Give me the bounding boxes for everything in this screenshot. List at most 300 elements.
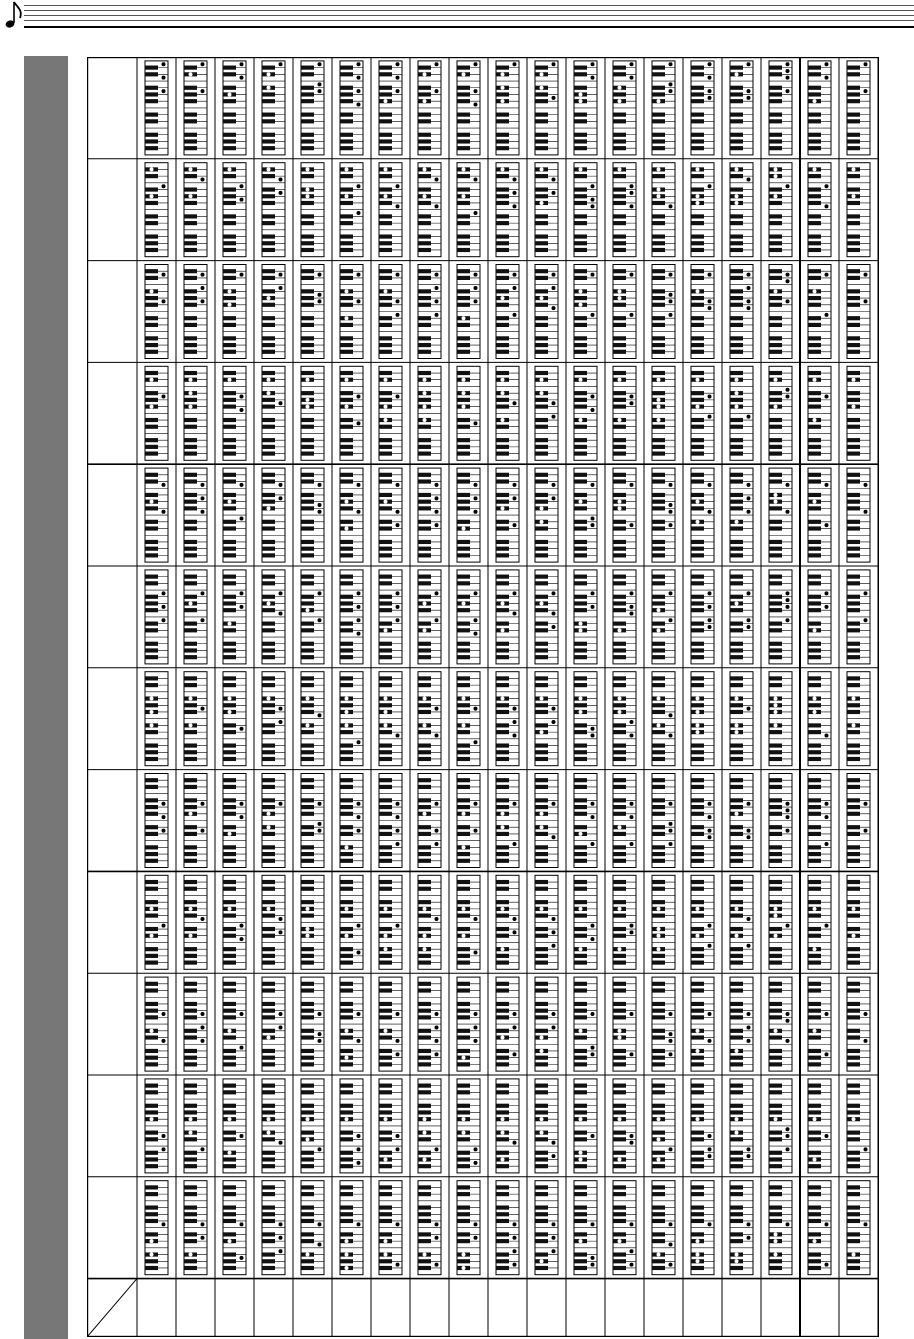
black-key [847,66,860,70]
chord-note-dot [540,378,544,382]
chord-note-dot [630,76,634,80]
chord-note-dot [240,62,244,66]
black-key [652,445,665,449]
chord-keyboard-diagram [613,468,636,562]
black-key [145,947,158,951]
black-key [730,683,743,687]
black-key [808,642,821,646]
chord-note-dot [162,76,166,80]
black-key [847,174,860,178]
chord-note-dot [384,710,388,714]
black-key [769,954,782,958]
black-key [652,500,665,504]
chord-note-dot [318,713,322,717]
black-key [301,601,314,605]
black-key [613,887,626,891]
black-key [769,730,782,734]
black-key [301,248,314,252]
black-key [145,336,158,340]
chord-keyboard-diagram [379,61,402,155]
chord-note-dot [435,177,439,181]
black-key [730,500,743,504]
chord-note-dot [513,523,517,527]
black-key [379,845,392,849]
chord-keyboard-diagram [535,672,558,766]
chord-note-dot [435,917,439,921]
black-key [808,391,821,395]
chord-note-dot [735,907,739,911]
black-key [145,296,158,300]
chord-note-dot [747,917,751,921]
black-key [340,391,353,395]
black-key [418,832,431,836]
chord-note-dot [579,303,583,307]
black-key [262,234,275,238]
black-key [379,336,392,340]
black-key [418,954,431,958]
black-key [457,648,470,652]
black-key [496,445,509,449]
black-key [574,72,587,76]
chord-note-dot [579,92,583,96]
black-key [340,622,353,626]
chord-note-dot [618,99,622,103]
chord-note-dot [240,924,244,928]
black-key [847,234,860,238]
chord-keyboard-diagram [184,977,207,1071]
chord-keyboard-diagram [418,774,441,868]
black-key [808,703,821,707]
black-key [652,323,665,327]
chord-note-dot [552,930,556,934]
black-key [691,961,704,965]
chord-keyboard-diagram [730,61,753,155]
black-key [535,500,548,504]
chord-note-dot [318,273,322,277]
black-key [808,581,821,585]
black-key [730,805,743,809]
black-key [457,398,470,402]
black-key [301,371,314,375]
black-key [418,113,431,117]
black-key [652,743,665,747]
black-key [301,887,314,891]
black-key [184,914,197,918]
black-key [769,927,782,931]
black-key [652,914,665,918]
chord-note-dot [852,907,856,911]
black-key [496,845,509,849]
black-key [418,139,431,143]
black-key [457,289,470,293]
black-key [457,350,470,354]
black-key [223,553,236,557]
black-key [769,72,782,76]
black-key [730,526,743,530]
black-key [184,553,197,557]
black-key [262,445,275,449]
black-key [574,66,587,70]
black-key [847,601,860,605]
black-key [730,99,743,103]
black-key [301,581,314,585]
black-key [535,526,548,530]
chord-note-dot [396,842,400,846]
black-key [301,825,314,829]
chord-note-dot [306,907,310,911]
black-key [223,201,236,205]
black-key [574,750,587,754]
chord-note-dot [267,72,271,76]
black-key [535,622,548,626]
chord-keyboard-diagram [769,366,792,460]
black-key [691,778,704,782]
black-key [145,113,158,117]
chord-note-dot [786,89,790,93]
chord-note-dot [852,697,856,701]
black-key [769,628,782,632]
black-key [574,146,587,150]
chord-note-dot [240,802,244,806]
chord-keyboard-diagram [691,61,714,155]
chord-note-dot [189,194,193,198]
black-key [613,72,626,76]
chord-note-dot [318,483,322,487]
black-key [379,234,392,238]
chord-note-dot [657,947,661,951]
black-key [808,880,821,884]
black-key [301,133,314,137]
black-key [808,438,821,442]
black-key [340,92,353,96]
black-key [457,859,470,863]
black-key [574,642,587,646]
black-key [184,750,197,754]
black-key [223,187,236,191]
black-key [691,608,704,612]
chord-note-dot [579,622,583,626]
black-key [262,473,275,477]
black-key [769,812,782,816]
black-key [847,303,860,307]
black-key [574,371,587,375]
chord-keyboard-diagram [769,163,792,257]
black-key [613,526,626,530]
black-key [418,900,431,904]
black-key [418,575,431,579]
black-key [691,425,704,429]
black-key [613,859,626,863]
black-key [301,445,314,449]
chord-keyboard-diagram [769,875,792,969]
black-key [457,221,470,225]
black-key [145,221,158,225]
black-key [769,798,782,802]
black-key [730,676,743,680]
black-key [223,174,236,178]
chord-keyboard-diagram [301,366,324,460]
black-key [730,323,743,327]
chord-note-dot [279,707,283,711]
black-key [652,316,665,320]
black-key [457,133,470,137]
black-key [457,248,470,252]
black-key [418,785,431,789]
black-key [535,628,548,632]
black-key [535,174,548,178]
black-key [847,750,860,754]
black-key [808,520,821,524]
black-key [535,316,548,320]
black-key [496,914,509,918]
chord-keyboard-diagram [262,774,285,868]
chord-note-dot [618,500,622,504]
chord-note-dot [345,405,349,409]
chord-note-dot [162,815,166,819]
black-key [340,608,353,612]
chord-note-dot [240,591,244,595]
black-key [769,398,782,402]
black-key [262,547,275,551]
black-key [613,934,626,938]
chord-note-dot [279,483,283,487]
black-key [613,194,626,198]
black-key [340,187,353,191]
black-key [223,391,236,395]
chord-note-dot [657,378,661,382]
chord-note-dot [501,812,505,816]
black-key [769,743,782,747]
black-key [184,900,197,904]
black-key [496,113,509,117]
chord-note-dot [345,167,349,171]
black-key [145,72,158,76]
chord-note-dot [735,601,739,605]
chord-note-dot [708,924,712,928]
black-key [457,92,470,96]
black-key [769,336,782,340]
black-key [574,845,587,849]
chord-note-dot [462,378,466,382]
black-key [262,852,275,856]
black-key [379,276,392,280]
black-key [769,961,782,965]
chord-note-dot [618,378,622,382]
black-key [145,425,158,429]
black-key [808,425,821,429]
black-key [418,201,431,205]
black-key [262,221,275,225]
black-key [574,927,587,931]
chord-note-dot [591,62,595,66]
black-key [418,608,431,612]
chord-keyboard-diagram [691,570,714,664]
black-key [496,139,509,143]
black-key [769,845,782,849]
chord-note-dot [630,802,634,806]
chord-note-dot [786,184,790,188]
black-key [496,343,509,347]
black-key [769,371,782,375]
black-key [652,648,665,652]
black-key [457,642,470,646]
black-key [340,248,353,252]
black-key [145,316,158,320]
black-key [184,642,197,646]
black-key [418,289,431,293]
black-key [808,139,821,143]
chord-keyboard-diagram [340,163,363,257]
black-key [652,133,665,137]
black-key [262,553,275,557]
black-key [145,174,158,178]
chord-note-dot [318,82,322,86]
black-key [535,248,548,252]
black-key [652,961,665,965]
black-key [769,119,782,123]
black-key [769,201,782,205]
black-key [418,683,431,687]
black-key [184,214,197,218]
chord-keyboard-diagram [574,468,597,562]
chord-note-dot [708,618,712,622]
black-key [379,473,392,477]
chord-note-dot [708,299,712,303]
chord-keyboard-diagram [847,61,870,155]
chord-note-dot [384,418,388,422]
black-key [145,825,158,829]
black-key [769,595,782,599]
black-key [730,608,743,612]
chord-note-dot [228,832,232,836]
chord-note-dot [696,723,700,727]
black-key [613,648,626,652]
black-key [769,547,782,551]
black-key [184,323,197,327]
black-key [847,438,860,442]
black-key [184,947,197,951]
black-key [418,961,431,965]
black-key [223,99,236,103]
black-key [730,622,743,626]
chord-keyboard-diagram [808,366,831,460]
black-key [574,139,587,143]
black-key [301,350,314,354]
chord-note-dot [825,204,829,208]
black-key [808,825,821,829]
chord-note-dot [747,62,751,66]
black-key [418,66,431,70]
black-key [613,119,626,123]
chord-keyboard-diagram [496,875,519,969]
black-key [847,703,860,707]
black-key [730,248,743,252]
black-key [340,778,353,782]
black-key [301,241,314,245]
black-key [262,622,275,626]
black-key [691,954,704,958]
chord-note-dot [162,1012,166,1016]
black-key [418,547,431,551]
chord-note-dot [579,697,583,701]
chord-keyboard-diagram [808,672,831,766]
black-key [652,174,665,178]
black-key [613,954,626,958]
black-key [379,575,392,579]
black-key [223,581,236,585]
black-key [223,72,236,76]
black-key [535,914,548,918]
black-key [769,859,782,863]
black-key [379,479,392,483]
black-key [574,221,587,225]
chord-keyboard-diagram [613,163,636,257]
chord-note-dot [735,391,739,395]
black-key [730,66,743,70]
black-key [145,438,158,442]
black-key [535,750,548,754]
black-key [457,438,470,442]
black-key [730,900,743,904]
chord-note-dot [474,89,478,93]
chord-note-dot [240,184,244,188]
chord-keyboard-diagram [574,774,597,868]
black-key [457,269,470,273]
black-key [418,473,431,477]
black-key [418,214,431,218]
black-key [340,880,353,884]
black-key [808,214,821,218]
chord-note-dot [306,398,310,402]
chord-note-dot [384,907,388,911]
chord-note-dot [189,378,193,382]
black-key [262,581,275,585]
chord-note-dot [318,829,322,833]
chord-note-dot [201,177,205,181]
chord-note-dot [708,273,712,277]
chord-keyboard-diagram [535,570,558,664]
black-key [145,241,158,245]
chord-note-dot [162,89,166,93]
black-key [418,303,431,307]
black-key [652,296,665,300]
black-key [730,445,743,449]
black-key [613,832,626,836]
chord-note-dot [825,62,829,66]
black-key [340,276,353,280]
chord-note-dot [813,418,817,422]
black-key [457,825,470,829]
chord-note-dot [318,618,322,622]
black-key [418,710,431,714]
black-key [223,750,236,754]
black-key [847,146,860,150]
black-key [379,371,392,375]
black-key [730,119,743,123]
black-key [496,133,509,137]
black-key [691,927,704,931]
chord-note-dot [150,167,154,171]
black-key [847,852,860,856]
chord-keyboard-diagram [691,672,714,766]
chord-note-dot [435,707,439,711]
chord-note-dot [552,483,556,487]
black-key [340,655,353,659]
chord-note-dot [786,76,790,80]
black-key [457,113,470,117]
black-key [613,540,626,544]
black-key [574,214,587,218]
